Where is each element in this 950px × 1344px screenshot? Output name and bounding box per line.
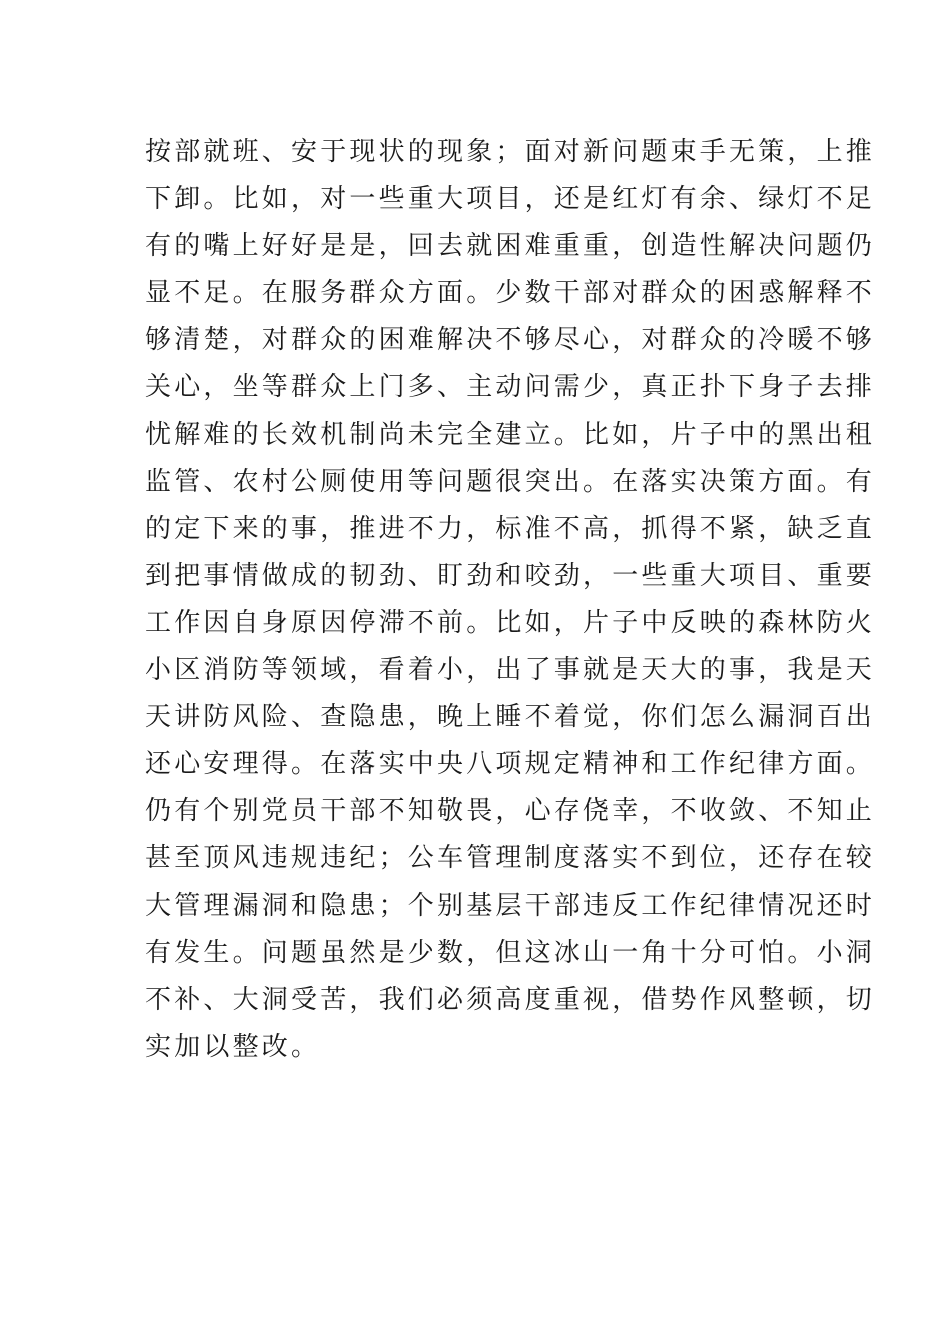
text-line: 有发生。问题虽然是少数，但这冰山一角十分可怕。小洞 [145, 937, 876, 968]
text-line: 天讲防风险、查隐患，晚上睡不着觉，你们怎么漏洞百出 [145, 702, 876, 733]
text-line: 还心安理得。在落实中央八项规定精神和工作纪律方面。 [145, 749, 876, 780]
text-line: 到把事情做成的韧劲、盯劲和咬劲，一些重大项目、重要 [145, 560, 876, 591]
text-line: 下卸。比如，对一些重大项目，还是红灯有余、绿灯不足 [145, 184, 876, 215]
text-line: 实加以整改。 [145, 1031, 321, 1062]
text-line: 大管理漏洞和隐患；个别基层干部违反工作纪律情况还时 [145, 890, 876, 921]
text-line: 甚至顶风违规违纪；公车管理制度落实不到位，还存在较 [145, 843, 876, 874]
text-line: 关心，坐等群众上门多、主动问需少，真正扑下身子去排 [145, 372, 876, 403]
text-line: 按部就班、安于现状的现象；面对新问题束手无策，上推 [145, 137, 876, 167]
text-line: 小区消防等领域，看着小，出了事就是天大的事，我是天 [145, 655, 876, 686]
text-line: 仍有个别党员干部不知敬畏，心存侥幸，不收敛、不知止 [145, 796, 876, 827]
text-line: 忧解难的长效机制尚未完全建立。比如，片子中的黑出租 [145, 419, 876, 450]
body-paragraph [145, 129, 876, 1071]
text-line: 够清楚，对群众的困难解决不够尽心，对群众的冷暖不够 [145, 325, 876, 356]
text-line: 监管、农村公厕使用等问题很突出。在落实决策方面。有 [145, 466, 876, 497]
text-line: 显不足。在服务群众方面。少数干部对群众的困惑解释不 [145, 278, 876, 309]
text-line: 有的嘴上好好是是，回去就困难重重，创造性解决问题仍 [145, 231, 876, 262]
text-line: 工作因自身原因停滞不前。比如，片子中反映的森林防火 [145, 607, 876, 638]
text-line: 的定下来的事，推进不力，标准不高，抓得不紧，缺乏直 [145, 513, 876, 544]
text-line: 不补、大洞受苦，我们必须高度重视，借势作风整顿，切 [145, 984, 876, 1015]
